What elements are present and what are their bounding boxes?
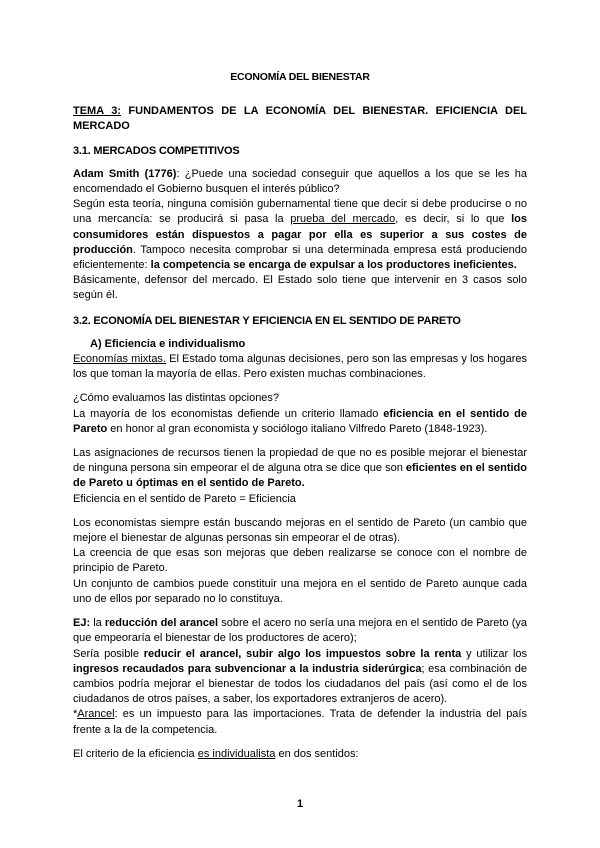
paragraph-text: la	[90, 617, 105, 630]
tariff-note-paragraph	[73, 707, 527, 737]
paragraph-text: en dos sentidos:	[275, 747, 359, 760]
paragraph-text: : es un impuesto para las importaciones. Trata de defender la industria del país frente a la de la competencia.	[73, 708, 527, 736]
pareto-principle-paragraph: La creencia de que esas son mejoras que deben realizarse se conoce con el nombre de principio de Pareto.	[73, 547, 527, 575]
bold-text: reducción del arancel	[104, 617, 219, 630]
paragraph-text: ; esa combinación de cambios podría mejorar el bienestar de todos los ciudadanos del país (así como el de los ciudadanos de otros países, a saber, los exportadores extranjeros de acero).	[73, 662, 527, 706]
topic-label: TEMA 3:	[73, 105, 121, 118]
bold-text: la competencia se encarga de expulsar a los productores ineficientes.	[150, 259, 517, 272]
bold-text: eficientes en el sentido de Pareto u óptimas en el sentido de Pareto.	[73, 462, 527, 490]
paragraph-text: Las asignaciones de recursos tienen la propiedad de que no es posible mejorar el bienestar de ninguna persona sin empeorar el de alguna otra se dice que son	[73, 447, 527, 475]
tariff-term: Arancel	[77, 708, 115, 721]
mixed-economies-paragraph	[73, 352, 527, 382]
bold-text: los consumidores están dispuestos a pagar por ella es superior a sus costes de producción	[73, 213, 527, 256]
bold-text: reducir el arancel, subir algo los impuestos sobre la renta	[143, 647, 462, 660]
pareto-set-paragraph: Un conjunto de cambios puede constituir una mejora en el sentido de Pareto aunque cada uno de ellos por separado no lo constituya.	[73, 577, 527, 605]
paragraph-text: El criterio de la eficiencia	[73, 747, 198, 760]
example-paragraph	[73, 616, 527, 646]
individualist-term: es individualista	[197, 747, 276, 760]
example-continuation-paragraph	[73, 647, 527, 708]
document-title: ECONOMÍA DEL BIENESTAR	[230, 71, 370, 83]
section-3-1-heading: 3.1. MERCADOS COMPETITIVOS	[73, 144, 240, 157]
topic-heading	[73, 104, 527, 134]
section-3-1-paragraph-1	[73, 167, 527, 197]
bold-text: eficiencia en el sentido de Pareto	[73, 407, 527, 435]
topic-text: FUNDAMENTOS DE LA ECONOMÍA DEL BIENESTAR. EFICIENCIA DEL MERCADO	[73, 105, 527, 133]
paragraph-text: El Estado toma algunas decisiones, pero son las empresas y los hogares los que toman la mayoría de ellas. Pero existen muchas combinaciones.	[73, 353, 527, 381]
paragraph-text: Sería posible	[73, 647, 144, 660]
paragraph-text: Según esta teoría, ninguna comisión gubernamental tiene que decir si debe producirse o no una mercancía: se producirá si pasa la	[73, 198, 527, 226]
paragraph-text: La mayoría de los economistas defiende un criterio llamado	[73, 407, 384, 420]
section-3-1-paragraph-2	[73, 197, 527, 273]
bold-text: ingresos recaudados para subvencionar a la industria siderúrgica	[73, 662, 422, 675]
section-3-2-heading: 3.2. ECONOMÍA DEL BIENESTAR Y EFICIENCIA EN EL SENTIDO DE PARETO	[73, 314, 461, 327]
pareto-definition-paragraph	[73, 446, 527, 492]
section-3-1-paragraph-3: Básicamente, defensor del mercado. El Estado solo tiene que intervenir en 3 casos solo según él.	[73, 274, 527, 302]
paragraph-text: sobre el acero no sería una mejora en el sentido de Pareto (ya que empeoraría el bienestar de los productores de acero);	[73, 617, 527, 645]
subsection-a-heading: A) Eficiencia e individualismo	[90, 337, 246, 350]
market-test-term: prueba del mercado	[290, 213, 396, 226]
pareto-equivalence-line: Eficiencia en el sentido de Pareto = Eficiencia	[73, 492, 296, 505]
document-page	[73, 70, 527, 762]
paragraph-text: . Tampoco necesita comprobar si una determinada empresa está produciendo eficientemente:	[73, 243, 527, 272]
question-line: ¿Cómo evaluamos las distintas opciones?	[73, 392, 280, 405]
paragraph-text: en honor al gran economista y sociólogo italiano Vilfredo Pareto (1848-1923).	[107, 422, 488, 435]
paragraph-text: , es decir, si lo que	[395, 213, 512, 226]
paragraph-text: : ¿Puede una sociedad conseguir que aquellos a los que se les ha encomendado el Gobierno busquen el interés público?	[73, 167, 527, 196]
page-number: 1	[296, 798, 304, 810]
example-label: EJ:	[73, 617, 91, 630]
individualism-paragraph	[73, 747, 527, 762]
pareto-criterion-paragraph	[73, 407, 527, 437]
paragraph-text: y utilizar los	[461, 647, 527, 660]
footnote-star: *	[73, 708, 78, 721]
pareto-improvement-paragraph: Los economistas siempre están buscando mejoras en el sentido de Pareto (un cambio que mejore el bienestar de algunas personas sin empeorar el de otras).	[73, 516, 527, 545]
mixed-economies-term: Economías mixtas.	[73, 353, 166, 366]
author-name: Adam Smith (1776)	[73, 167, 177, 180]
